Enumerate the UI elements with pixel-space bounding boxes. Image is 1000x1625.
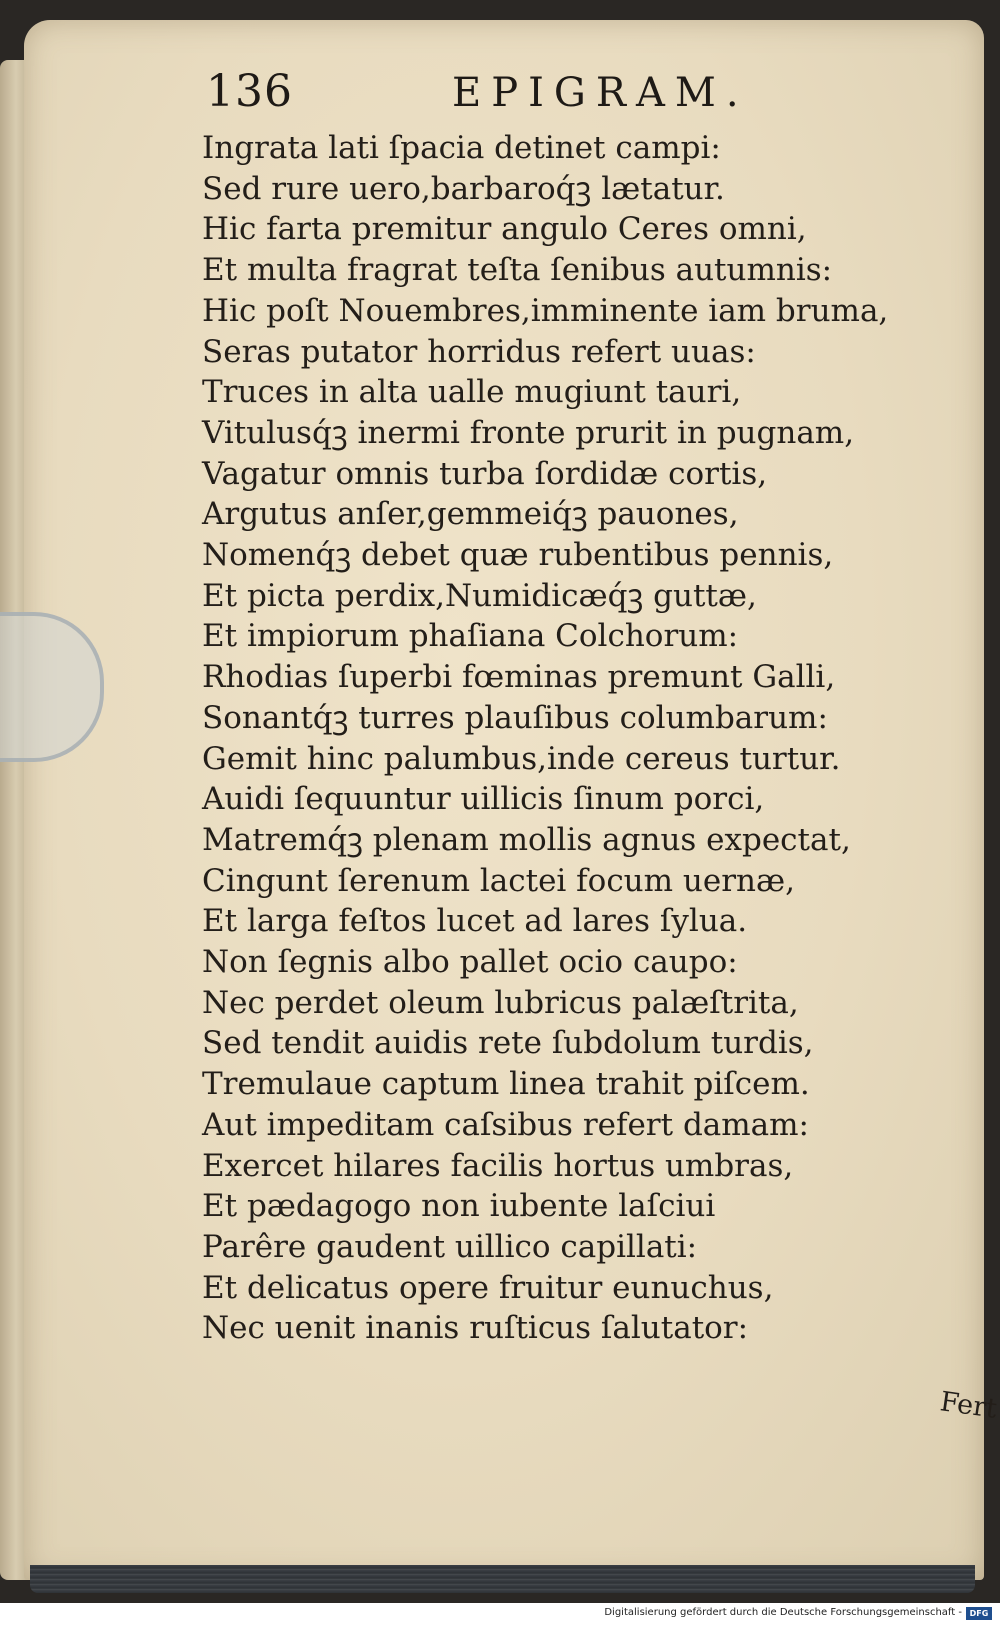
poem-line: Aut impeditam caſsibus refert damam: bbox=[202, 1106, 809, 1143]
poem-line: Ingrata lati ſpacia detinet campi: bbox=[202, 130, 721, 166]
page-number: 136 bbox=[206, 66, 293, 117]
page-header bbox=[200, 66, 840, 126]
poem-line: Matremq́ꝫ plenam mollis agnus expectat, bbox=[202, 821, 851, 858]
poem-line: Auidi ſequuntur uillicis ſinum porci, bbox=[202, 781, 765, 818]
dfg-logo-icon: DFG bbox=[966, 1607, 992, 1620]
poem-line: Et pædagogo non iubente laſciui bbox=[202, 1188, 716, 1225]
poem-line: Nec uenit inanis ruſticus ſalutator: bbox=[202, 1310, 749, 1347]
poem-line: Et multa fragrat teſta ſenibus autumnis: bbox=[202, 252, 833, 289]
credit-bar bbox=[0, 1603, 1000, 1625]
poem-line: Cingunt ſerenum lactei focum uernæ, bbox=[202, 862, 795, 899]
poem-line: Nec perdet oleum lubricus palæſtrita, bbox=[202, 984, 799, 1021]
running-head: EPIGRAM. bbox=[452, 70, 749, 116]
poem-line: Truces in alta ualle mugiunt tauri, bbox=[202, 374, 742, 411]
poem-line: Tremulaue captum linea trahit piſcem. bbox=[202, 1066, 810, 1103]
poem-line: Et larga feſtos lucet ad lares ſylua. bbox=[202, 903, 748, 940]
poem-line: Et picta perdix,Numidicæq́ꝫ guttæ, bbox=[202, 577, 757, 614]
catchword: Fert bbox=[938, 1386, 999, 1425]
poem-line: Hic poſt Nouembres,imminente iam bruma, bbox=[202, 292, 889, 329]
poem-line: Non ſegnis albo pallet ocio caupo: bbox=[202, 944, 738, 981]
poem-line: Vitulusq́ꝫ inermi fronte prurit in pugnam, bbox=[202, 414, 855, 451]
poem-text bbox=[202, 128, 902, 1349]
poem-line: Sed rure uero,barbaroq́ꝫ lætatur. bbox=[202, 170, 725, 207]
digitization-credit: Digitalisierung gefördert durch die Deutsche Forschungsgemeinschaft - bbox=[604, 1607, 962, 1618]
poem-line: Sonantq́ꝫ turres plauſibus columbarum: bbox=[202, 699, 828, 736]
poem-line: Hic farta premitur angulo Ceres omni, bbox=[202, 211, 807, 248]
poem-line: Seras putator horridus refert uuas: bbox=[202, 333, 756, 370]
poem-line: Nomenq́ꝫ debet quæ rubentibus pennis, bbox=[202, 537, 834, 574]
poem-line: Et delicatus opere fruitur eunuchus, bbox=[202, 1269, 774, 1306]
poem-line: Argutus anſer,gemmeiq́ꝫ pauones, bbox=[202, 496, 739, 533]
poem-line: Rhodias ſuperbi fœminas premunt Galli, bbox=[202, 659, 836, 696]
poem-line: Exercet hilares facilis hortus umbras, bbox=[202, 1147, 794, 1184]
poem-line: Vagatur omnis turba ſordidæ cortis, bbox=[202, 455, 768, 492]
poem-line: Et impiorum phaſiana Colchorum: bbox=[202, 618, 739, 655]
poem-line: Parêre gaudent uillico capillati: bbox=[202, 1228, 698, 1265]
page-bottom-edge bbox=[30, 1565, 975, 1593]
poem-line: Gemit hinc palumbus,inde cereus turtur. bbox=[202, 740, 841, 777]
poem-line: Sed tendit auidis rete ſubdolum turdis, bbox=[202, 1025, 814, 1062]
